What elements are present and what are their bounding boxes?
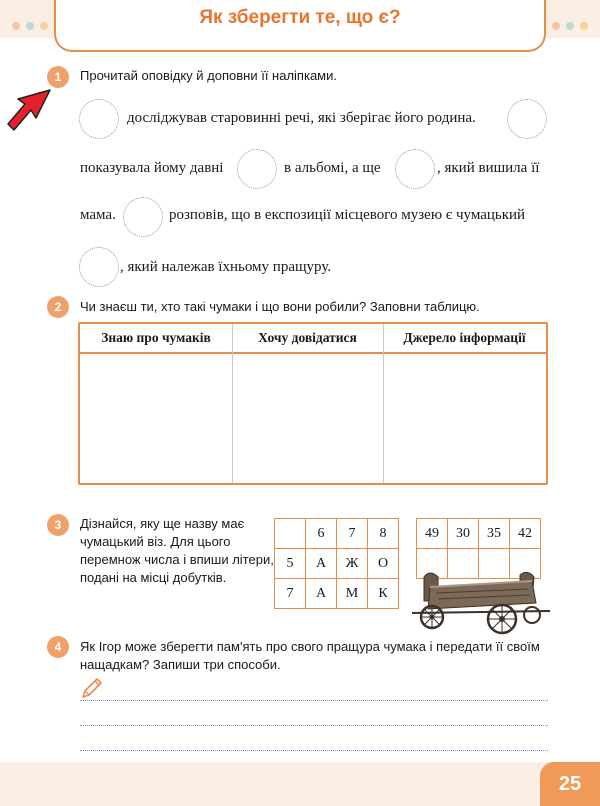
column-header: Хочу довідатися [258,330,357,345]
bottom-band [0,762,600,806]
knowledge-table [78,322,548,485]
story-text: , який належав їхньому пращуру. [120,259,332,275]
decor-dot [40,22,48,30]
decor-dot [552,22,560,30]
pencil-icon [80,676,104,700]
task4-instruction: Як Ігор може зберегти пам'ять про свого пращура чумака і передати її своїм [80,639,540,654]
story-text: в альбомі, а ще [284,160,381,176]
task-number-badge: 2 [47,296,69,318]
sticker-slot[interactable] [79,99,119,139]
writing-line[interactable] [80,725,548,726]
grid-header-cell: 8 [368,519,399,549]
column-divider [383,324,384,483]
task-number-badge: 1 [47,66,69,88]
sticker-slot[interactable] [123,197,163,237]
answer-number: 42 [510,519,541,549]
grid-row-header: 5 [275,549,306,579]
task3-instruction: перемнож числа і впиши літери, [80,552,274,567]
task3-instruction: чумацький віз. Для цього [80,534,231,549]
grid-cell: К [368,579,399,609]
answer-number: 49 [417,519,448,549]
task4-instruction: нащадкам? Запиши три способи. [80,657,281,672]
writing-line[interactable] [80,750,548,751]
story-text: мама. [80,207,116,223]
task3-instruction: подані на місці добутків. [80,570,227,585]
decor-dot [26,22,34,30]
page-number: 25 [540,762,600,806]
task1-instruction: Прочитай оповідку й доповни її наліпками. [80,68,337,83]
column-header: Джерело інформації [403,330,526,345]
decor-dot [12,22,20,30]
grid-cell: О [368,549,399,579]
task3-instruction: Дізнайся, яку ще назву має [80,516,245,531]
sticker-slot[interactable] [237,149,277,189]
column-divider [232,324,233,483]
grid-header-cell: 7 [337,519,368,549]
writing-line[interactable] [80,700,548,701]
decor-dot [580,22,588,30]
page-title: Як зберегти те, що є? [199,7,401,28]
wagon-illustration [410,567,550,637]
task-number-badge: 4 [47,636,69,658]
column-header: Знаю про чумаків [101,330,211,345]
story-text: розповів, що в експозиції місцевого музею є чумацький [169,207,526,223]
decor-dot [566,22,574,30]
sticker-slot[interactable] [79,247,119,287]
answer-number: 30 [448,519,479,549]
grid-cell: Ж [337,549,368,579]
grid-row-header: 7 [275,579,306,609]
grid-cell: А [306,549,337,579]
red-arrow-icon [6,88,52,138]
multiplication-grid [274,518,399,609]
task2-instruction: Чи знаєш ти, хто такі чумаки і що вони робили? Заповни таблицю. [80,299,480,314]
story-text: показувала йому давні [80,160,224,176]
story-line: досліджував старовинні речі, які зберігає його родина. [127,110,476,126]
grid-header-cell: 6 [306,519,337,549]
grid-cell: А [306,579,337,609]
table-header [80,324,546,354]
task-number-badge: 3 [47,514,69,536]
title-box [54,0,546,52]
answer-number: 35 [479,519,510,549]
story-text: , який вишила її [437,160,540,176]
grid-corner [275,519,306,549]
sticker-slot[interactable] [395,149,435,189]
grid-cell: М [337,579,368,609]
sticker-slot[interactable] [507,99,547,139]
